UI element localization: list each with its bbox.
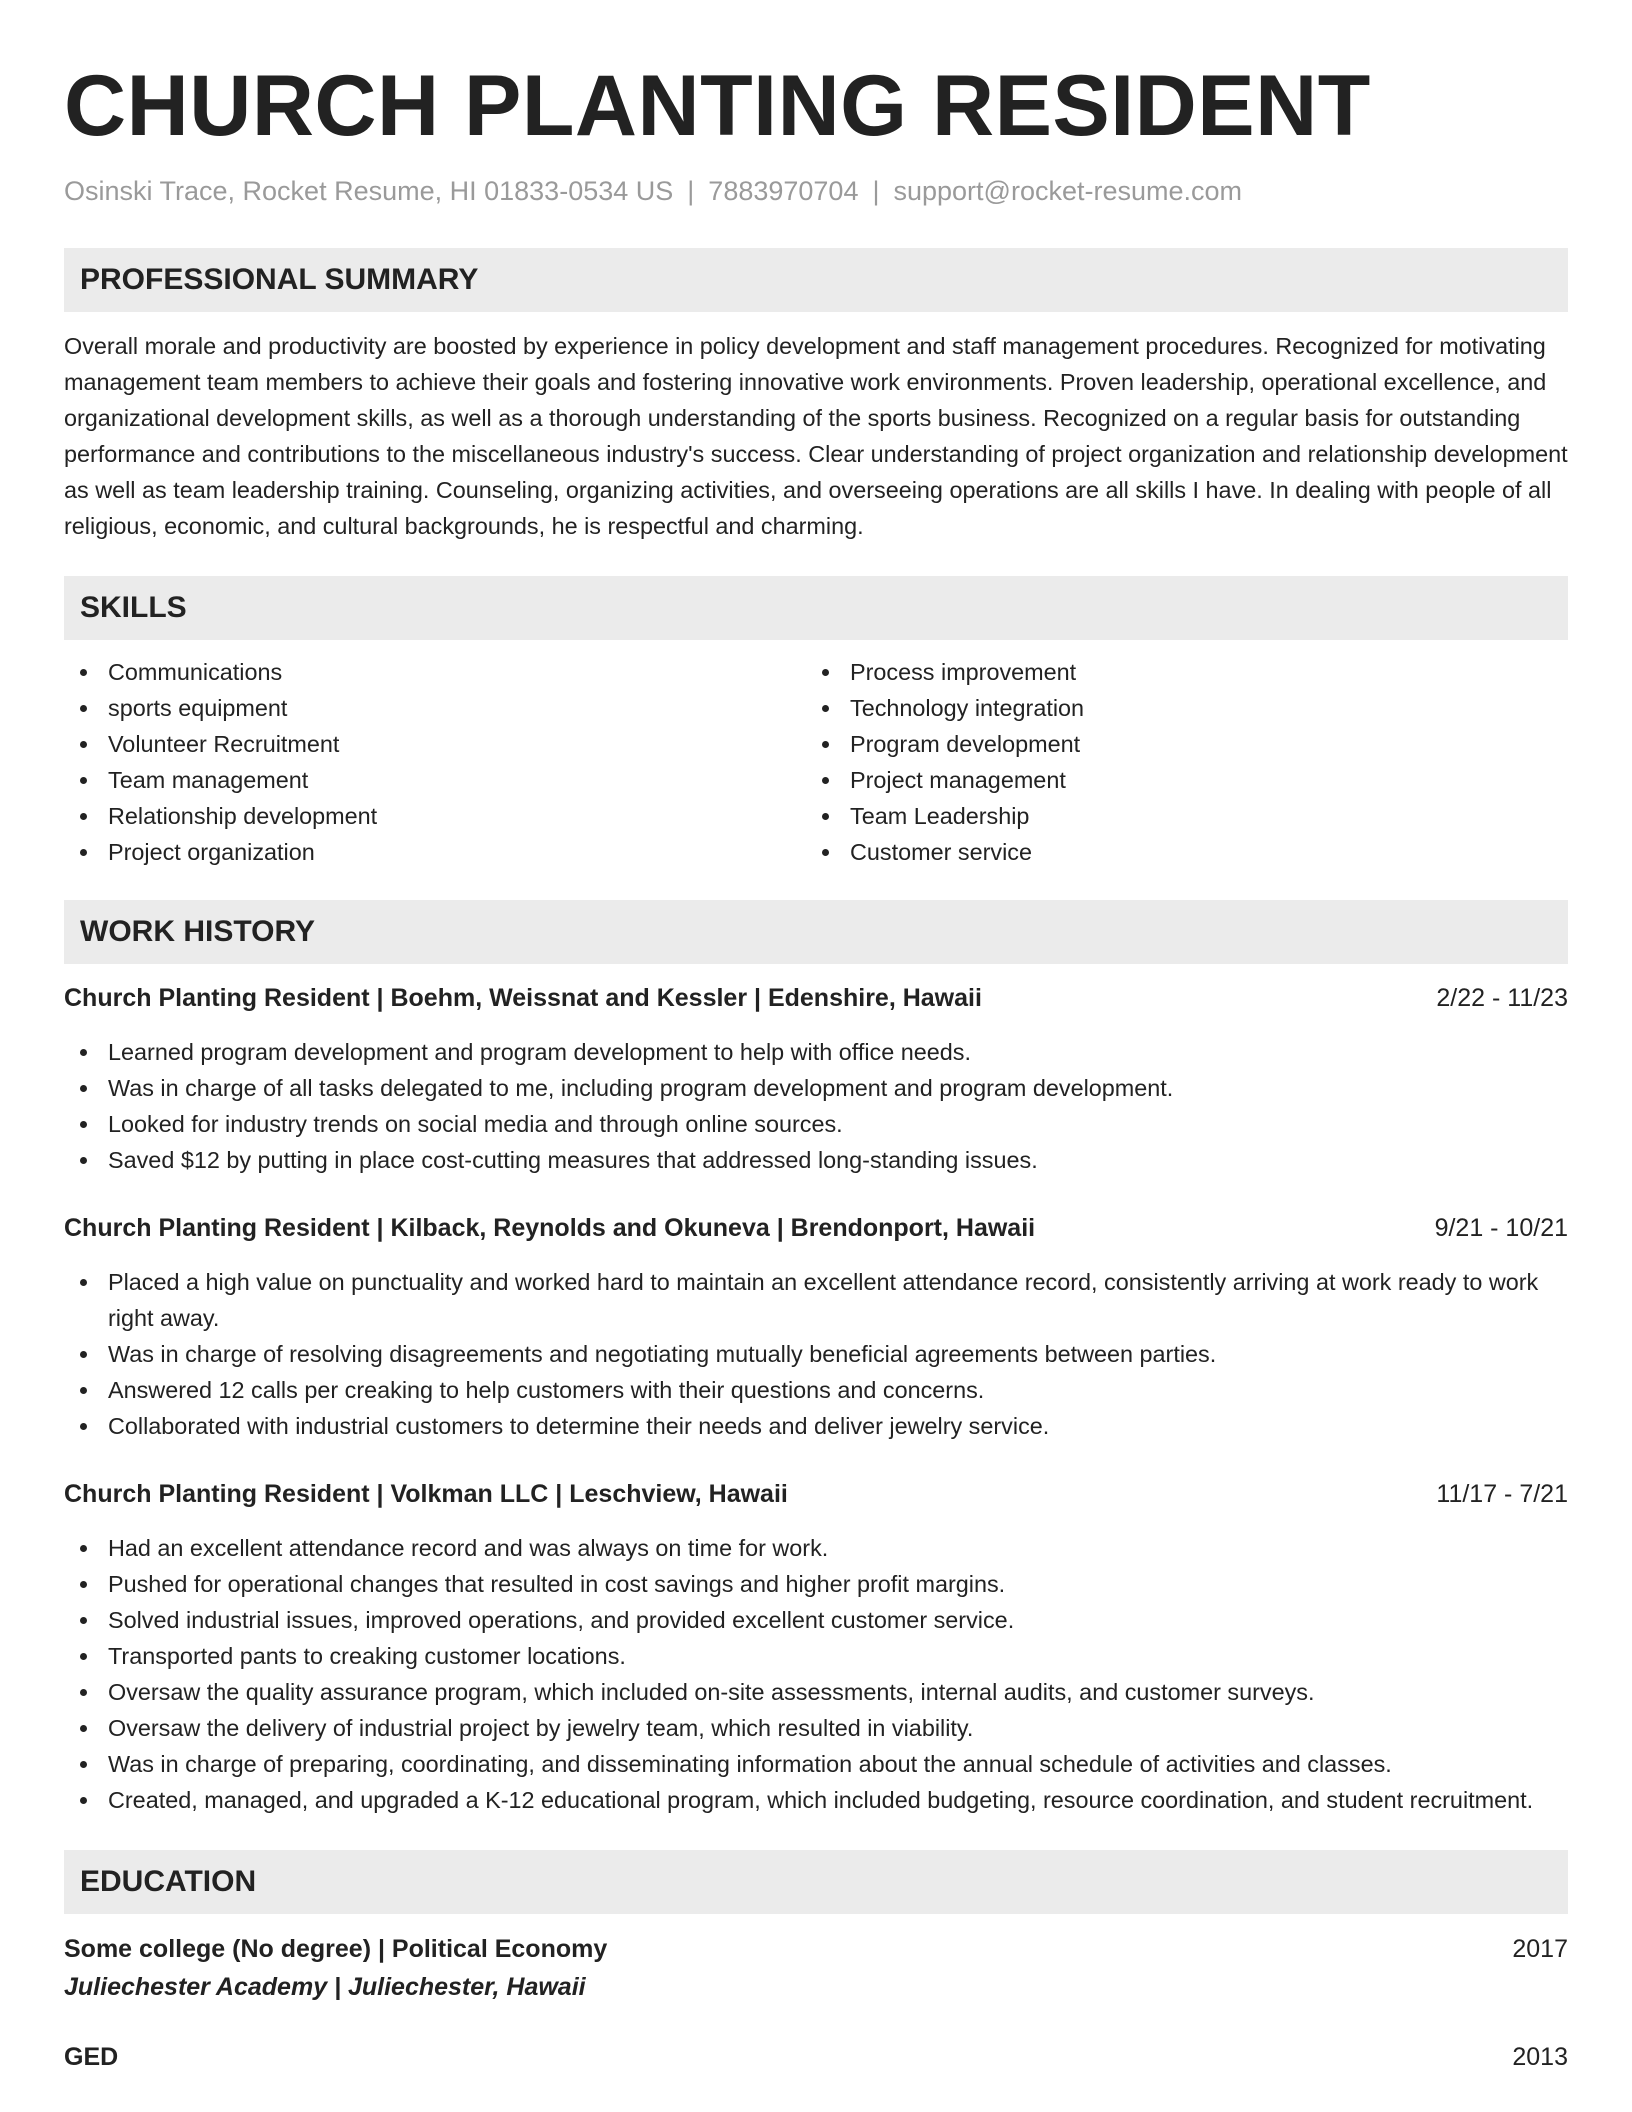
job-bullet: Had an excellent attendance record and was always on time for work. xyxy=(64,1530,1568,1566)
skills-column-left xyxy=(64,654,806,870)
job-entry xyxy=(64,980,1568,1178)
skill-item: Team Leadership xyxy=(806,798,1548,834)
summary-text: Overall morale and productivity are boosted by experience in policy development and staff management procedures. Recognized for motivating management team members to achieve their goals and fostering innovative work environments. Proven leadership, operational excellence, and organizational development skills, as well as a thorough understanding of the sports business. Recognized on a regular basis for outstanding performance and contributions to the miscellaneous industry's success. Clear understanding of project organization and relationship development as well as team leadership training. Counseling, organizing activities, and overseeing operations are all skills I have. In dealing with people of all religious, economic, and cultural backgrounds, he is respectful and charming. xyxy=(64,333,1568,539)
job-dates: 2/22 - 11/23 xyxy=(1436,984,1568,1012)
education-school: Juliechester Academy | Juliechester, Hawaii xyxy=(64,1973,586,2001)
education-degree: Some college (No degree) | Political Economy xyxy=(64,1935,608,1963)
job-bullet: Looked for industry trends on social media and through online sources. xyxy=(64,1106,1568,1142)
job-dates: 9/21 - 10/21 xyxy=(1434,1214,1568,1242)
education-degree: GED xyxy=(64,2043,119,2071)
skill-item: Volunteer Recruitment xyxy=(64,726,806,762)
contact-email: support@rocket-resume.com xyxy=(893,176,1243,206)
skill-item: sports equipment xyxy=(64,690,806,726)
job-entry xyxy=(64,1476,1568,1818)
skill-item: Project organization xyxy=(64,834,806,870)
skill-item: Communications xyxy=(64,654,806,690)
job-title: Church Planting Resident | Kilback, Reynolds and Okuneva | Brendonport, Hawaii xyxy=(64,1214,1036,1242)
job-bullet: Collaborated with industrial customers to determine their needs and deliver jewelry service. xyxy=(64,1408,1568,1444)
resume-page xyxy=(64,0,1568,2076)
skill-item: Process improvement xyxy=(806,654,1548,690)
education-year: 2017 xyxy=(1512,1935,1568,1963)
contact-line xyxy=(64,174,1568,208)
job-bullet: Oversaw the quality assurance program, which included on-site assessments, internal audits, and customer surveys. xyxy=(64,1674,1568,1710)
section-header-summary: PROFESSIONAL SUMMARY xyxy=(64,248,1568,312)
resume-name: CHURCH PLANTING RESIDENT xyxy=(64,58,1371,154)
education-year: 2013 xyxy=(1512,2043,1568,2071)
job-bullet: Learned program development and program development to help with office needs. xyxy=(64,1034,1568,1070)
job-bullets xyxy=(64,1530,1568,1818)
job-bullet: Was in charge of preparing, coordinating, and disseminating information about the annual schedule of activities and classes. xyxy=(64,1746,1568,1782)
skills-list xyxy=(64,654,1568,870)
job-bullet: Transported pants to creaking customer locations. xyxy=(64,1638,1568,1674)
section-header-work-history: WORK HISTORY xyxy=(64,900,1568,964)
section-header-skills: SKILLS xyxy=(64,576,1568,640)
skill-item: Team management xyxy=(64,762,806,798)
job-bullet: Was in charge of all tasks delegated to me, including program development and program development. xyxy=(64,1070,1568,1106)
skill-item: Customer service xyxy=(806,834,1548,870)
contact-phone: 7883970704 xyxy=(708,176,859,206)
job-bullet: Solved industrial issues, improved operations, and provided excellent customer service. xyxy=(64,1602,1568,1638)
contact-separator: | xyxy=(872,176,880,206)
job-bullet: Saved $12 by putting in place cost-cutting measures that addressed long-standing issues. xyxy=(64,1142,1568,1178)
education-entry xyxy=(64,2038,1568,2076)
job-title: Church Planting Resident | Volkman LLC | Leschview, Hawaii xyxy=(64,1480,788,1508)
skill-item: Program development xyxy=(806,726,1548,762)
job-entry xyxy=(64,1210,1568,1444)
skills-column-right xyxy=(806,654,1548,870)
job-bullets xyxy=(64,1264,1568,1444)
skill-item: Technology integration xyxy=(806,690,1548,726)
contact-address: Osinski Trace, Rocket Resume, HI 01833-0534 US xyxy=(64,176,674,206)
job-bullet: Was in charge of resolving disagreements and negotiating mutually beneficial agreements between parties. xyxy=(64,1336,1568,1372)
section-header-education: EDUCATION xyxy=(64,1850,1568,1914)
education-entry xyxy=(64,1930,1568,2006)
skill-item: Project management xyxy=(806,762,1548,798)
job-bullet: Answered 12 calls per creaking to help customers with their questions and concerns. xyxy=(64,1372,1568,1408)
job-title: Church Planting Resident | Boehm, Weissnat and Kessler | Edenshire, Hawaii xyxy=(64,984,982,1012)
job-dates: 11/17 - 7/21 xyxy=(1436,1480,1568,1508)
job-bullet: Created, managed, and upgraded a K-12 educational program, which included budgeting, resource coordination, and student recruitment. xyxy=(64,1782,1568,1818)
skill-item: Relationship development xyxy=(64,798,806,834)
job-bullet: Oversaw the delivery of industrial project by jewelry team, which resulted in viability. xyxy=(64,1710,1568,1746)
job-bullets xyxy=(64,1034,1568,1178)
contact-separator: | xyxy=(687,176,695,206)
job-bullet: Placed a high value on punctuality and worked hard to maintain an excellent attendance record, consistently arriving at work ready to work right away. xyxy=(64,1264,1568,1336)
job-bullet: Pushed for operational changes that resulted in cost savings and higher profit margins. xyxy=(64,1566,1568,1602)
